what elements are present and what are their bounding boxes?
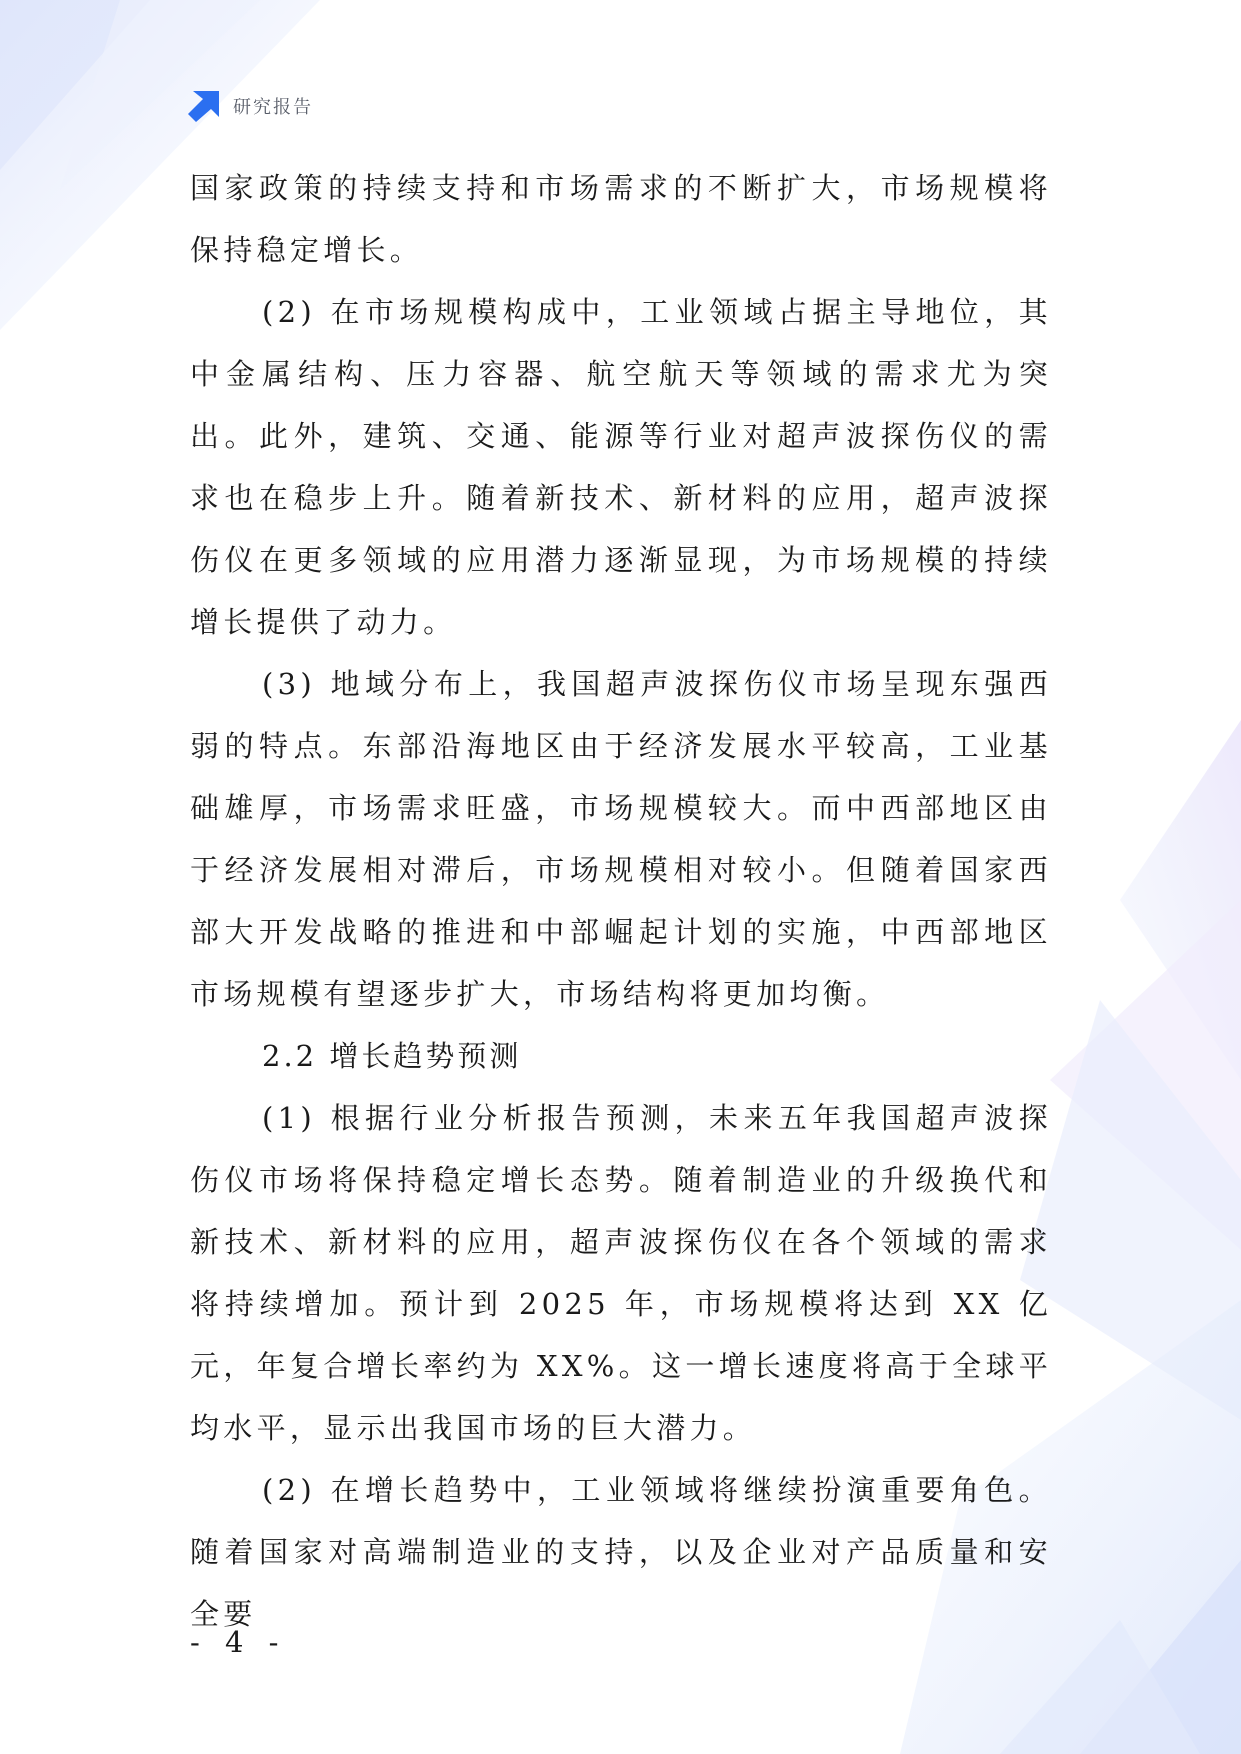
paragraph-continuation: 国家政策的持续支持和市场需求的不断扩大，市场规模将保持稳定增长。 xyxy=(190,171,1052,267)
page-number: - 4 - xyxy=(190,1625,287,1659)
arrow-up-right-icon xyxy=(187,89,221,123)
header-title: 研究报告 xyxy=(233,97,313,118)
paragraph-regional-distribution: (3) 地域分布上，我国超声波探伤仪市场呈现东强西弱的特点。东部沿海地区由于经济发展水平较高，工业基础雄厚，市场需求旺盛，市场规模较大。而中西部地区由于经济发展相对滞后，市场规模相对较小。但随着国家西部大开发战略的推进和中部崛起计划的实施，中西部地区市场规模有望逐步扩大，市场结构将更加均衡。 xyxy=(190,667,1052,1011)
document-header xyxy=(187,88,313,124)
paragraph-market-composition: (2) 在市场规模构成中，工业领域占据主导地位，其中金属结构、压力容器、航空航天等领域的需求尤为突出。此外，建筑、交通、能源等行业对超声波探伤仪的需求也在稳步上升。随着新技术、新材料的应用，超声波探伤仪在更多领域的应用潜力逐渐显现，为市场规模的持续增长提供了动力。 xyxy=(190,295,1052,639)
paragraph-growth-forecast: (1) 根据行业分析报告预测，未来五年我国超声波探伤仪市场将保持稳定增长态势。随着制造业的升级换代和新技术、新材料的应用，超声波探伤仪在各个领域的需求将持续增加。预计到 2025 年，市场规模将达到 XX 亿元，年复合增长率约为 XX%。这一增长速度将高于全球平均水平，显示出我国市场的巨大潜力。 xyxy=(190,1101,1052,1445)
section-heading: 2.2 增长趋势预测 xyxy=(262,1039,522,1073)
paragraph-growth-industry: (2) 在增长趋势中，工业领域将继续扮演重要角色。随着国家对高端制造业的支持，以及企业对产品质量和安全要 xyxy=(190,1473,1052,1631)
document-body xyxy=(190,157,1052,1645)
